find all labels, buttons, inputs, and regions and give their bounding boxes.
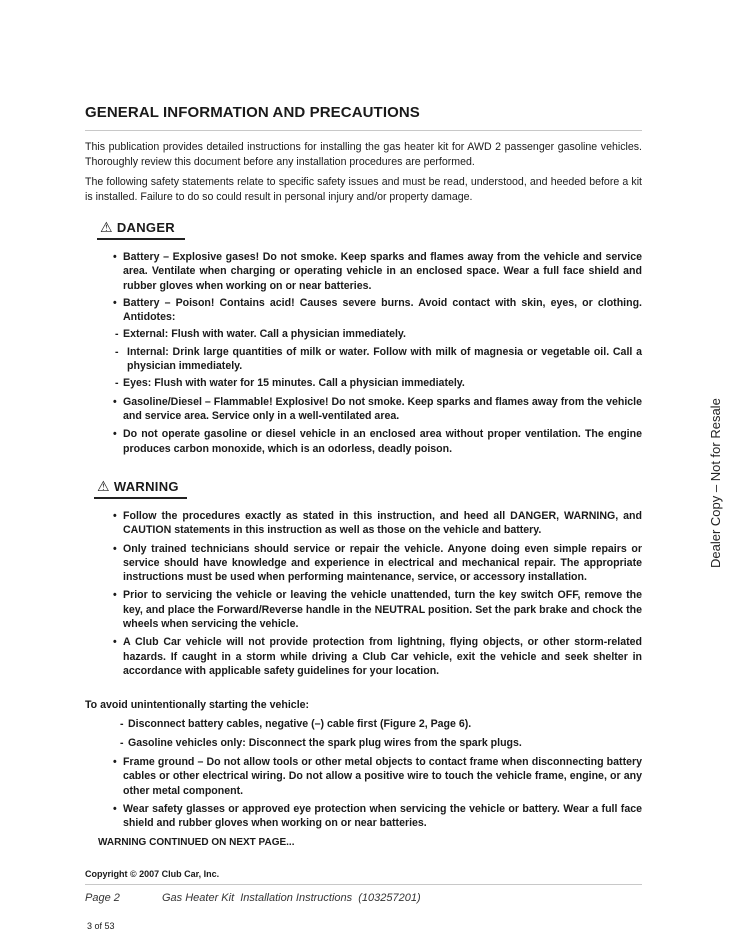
warning-heading [97,478,179,495]
avoid-heading: To avoid unintentionally starting the vehicle: [85,699,310,711]
list-item: • Follow the procedures exactly as stated in this instruction, and heed all DANGER, WARNING, and CAUTION statements in this instruction as well as those on the vehicle and battery. [113,510,642,537]
antidote-item: - Internal: Drink large quantities of milk or water. Follow with milk of magnesia or vegetable oil. Call a physician immediately. [115,345,642,373]
danger-heading-label: DANGER [116,220,175,235]
danger-list [113,250,642,456]
footer-doc-title: Gas Heater Kit Installation Instructions (103257201) [162,892,421,904]
list-item: • Do not operate gasoline or diesel vehicle in an enclosed area without proper ventilation. The engine produces carbon monoxide, which is an odorless, deadly poison. [113,428,642,455]
continued-note: WARNING CONTINUED ON NEXT PAGE... [98,837,295,848]
warning-heading-label: WARNING [113,479,179,494]
page-counter: 3 of 53 [87,921,115,931]
danger-heading [100,219,175,236]
avoid-item: - Disconnect battery cables, negative (–) cable first (Figure 2, Page 6). [120,718,472,730]
copyright: Copyright © 2007 Club Car, Inc. [85,869,220,879]
list-item: • Gasoline/Diesel – Flammable! Explosive! Do not smoke. Keep sparks and flames away from the vehicle and service area. Service only in a well-ventilated area. [113,395,642,422]
warning-list [113,509,642,678]
dealer-copy-stamp: Dealer Copy – Not for Resale [708,398,723,568]
avoid-list [120,717,642,751]
list-item: • Only trained technicians should service or repair the vehicle. Anyone doing even simple repairs or service should have knowledge and experience in electrical and mechanical repair. The appropriate instructions must be used when performing maintenance, service, or accessory installation. [113,542,642,584]
intro-paragraph-2: The following safety statements relate to specific safety issues and must be read, understood, and heeded before a kit is installed. Failure to do so could result in personal injury and/or property damage. [85,176,642,203]
list-item: • Wear safety glasses or approved eye protection when servicing the vehicle or battery. Wear a full face shield and rubber gloves when working on or near batteries. [113,802,642,830]
list-item: • Frame ground – Do not allow tools or other metal objects to contact frame when disconnecting battery cables or other electrical wiring. Do not allow a positive wire to touch the vehicle frame, engine, or any other metal component. [113,756,642,797]
title-rule [85,130,642,131]
list-item: • Battery – Poison! Contains acid! Causes severe burns. Avoid contact with skin, eyes, or clothing. Antidotes: [113,296,642,324]
list-item: • A Club Car vehicle will not provide protection from lightning, flying objects, or other storm-related hazards. If caught in a storm while driving a Club Car vehicle, exit the vehicle and seek shelter in accordance with applicable safety guidelines for your location. [113,636,642,677]
page-title: GENERAL INFORMATION AND PRECAUTIONS [85,104,420,121]
warning-list-continued [113,755,642,830]
footer-rule [85,884,642,885]
antidote-item: - Eyes: Flush with water for 15 minutes. Call a physician immediately. [115,377,465,390]
warning-triangle-icon: ⚠ [100,219,113,235]
warning-underline [94,497,187,499]
avoid-item: - Gasoline vehicles only: Disconnect the spark plug wires from the spark plugs. [120,737,522,750]
list-item: • Battery – Explosive gases! Do not smoke. Keep sparks and flames away from the vehicle and service area. Ventilate when charging or operating vehicle in an enclosed space. Wear a full face shield and rubber gloves when working on or near batteries. [113,251,642,292]
antidote-list [113,327,642,390]
list-item: • Prior to servicing the vehicle or leaving the vehicle unattended, turn the key switch OFF, remove the key, and place the Forward/Reverse handle in the NEUTRAL position. Set the park brake and chock the wheels when servicing the vehicle. [113,589,642,631]
warning-triangle-icon: ⚠ [97,478,110,494]
footer-page-number: Page 2 [85,892,120,904]
danger-underline [97,238,185,240]
antidote-item: - External: Flush with water. Call a physician immediately. [115,328,406,341]
intro-paragraph-1: This publication provides detailed instructions for installing the gas heater kit for AWD 2 passenger gasoline vehicles. Thoroughly review this document before any installation procedures are performed. [85,141,642,168]
